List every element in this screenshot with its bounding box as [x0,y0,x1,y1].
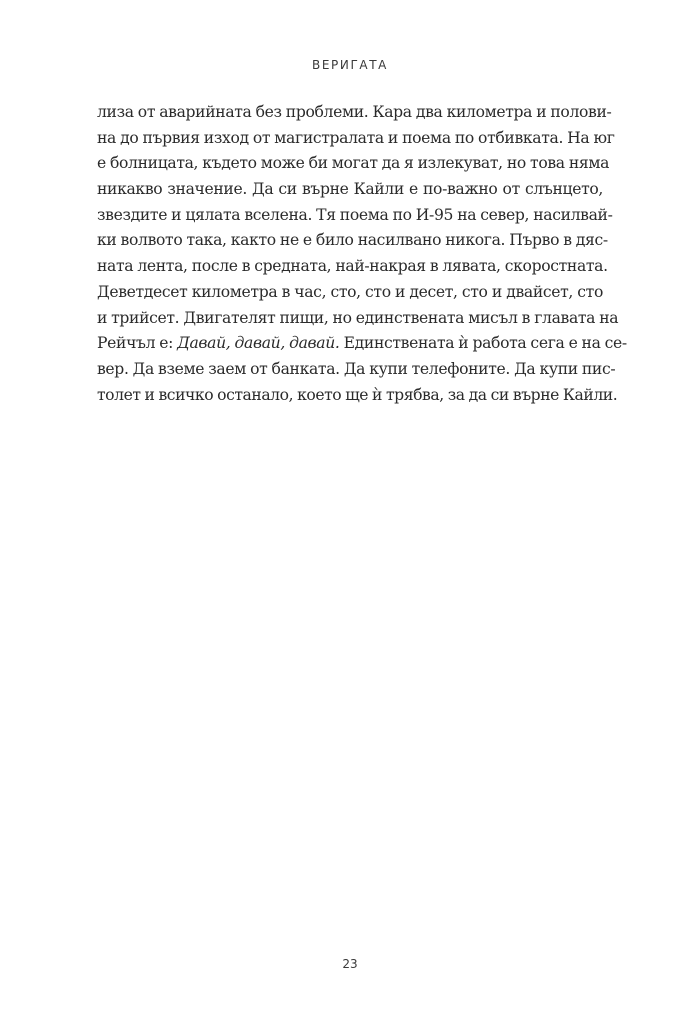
text-line: звездите и цялата вселена. Тя поема по И-95 на север, насилвай- [97,205,613,224]
page-number: 23 [342,957,358,971]
text-line: никакво значение. Да си върне Кайли е по-важно от слънцето, [97,180,603,199]
body-text [97,100,627,408]
text-fragment: Единствената ѝ работа сега е на се- [339,334,627,353]
text-line: лиза от аварийната без проблеми. Кара два километра и полови- [97,103,612,121]
text-line: и трийсет. Двигателят пищи, но единствената мисъл в главата на [97,308,619,327]
text-line-last: толет и всичко останало, което ще ѝ трябва, за да си върне Кайли. [97,385,618,404]
text-line-with-italic [97,331,627,357]
text-line: ки волвото така, както не е било насилвано никога. Първо в дяс- [97,231,608,250]
text-line: ната лента, после в средната, най-накрая в лявата, скоростната. [97,257,608,276]
text-line: на до първия изход от магистралата и поема по отбивката. На юг [97,128,615,147]
text-line: Деветдесет километра в час, сто, сто и десет, сто и двайсет, сто [97,282,603,301]
text-line: вер. Да вземе заем от банката. Да купи телефоните. Да купи пис- [97,359,616,378]
running-head: ВЕРИГАТА [312,58,388,72]
text-line: е болницата, където може би могат да я излекуват, но това няма [97,154,610,173]
italic-phrase: Давай, давай, давай. [177,334,340,353]
text-fragment: Рейчъл е: [97,334,178,353]
